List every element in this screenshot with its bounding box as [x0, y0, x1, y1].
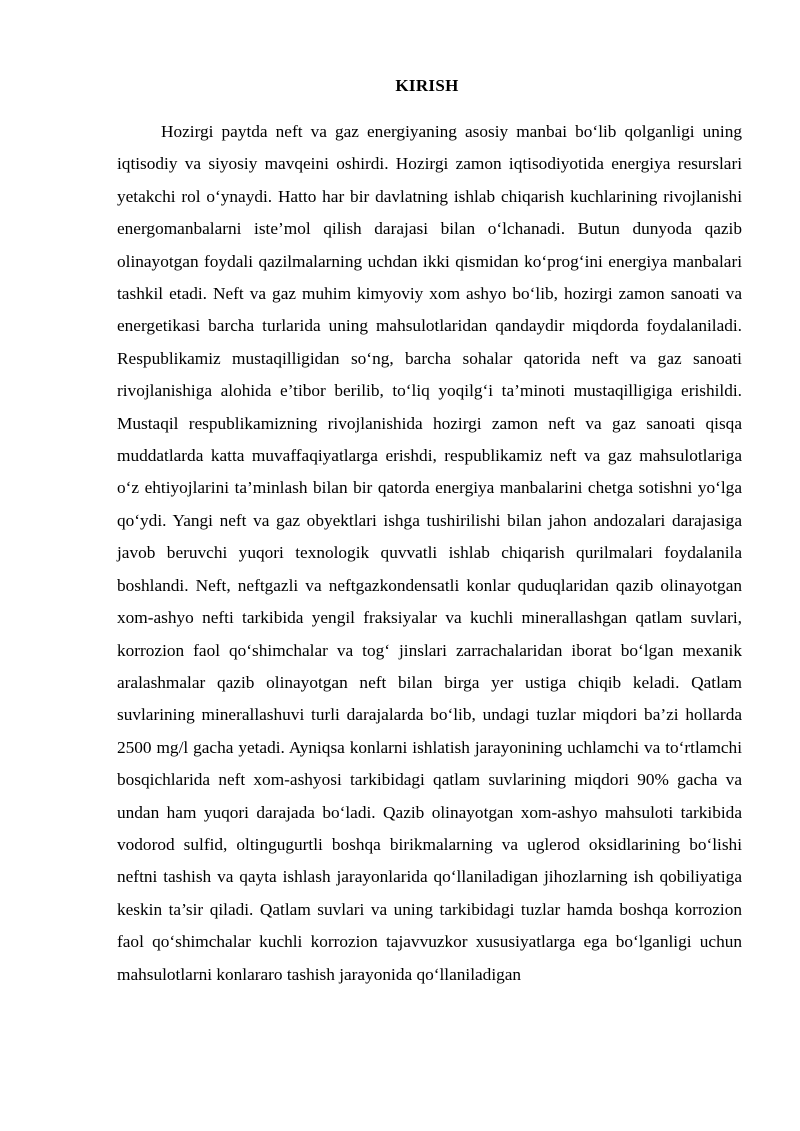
body-paragraph: Hozirgi paytda neft va gaz energiyaning asosiy manbai bo‘lib qolganligi uning iqtisodiy va siyosiy mavqeini oshirdi. Hozirgi zamon iqtisodiyotida energiya resurslari yetakchi rol o‘ynaydi. Hatto har bir davlatning ishlab chiqarish kuchlarining rivojlanishi energomanbalarni iste’mol qilish darajasi bilan o‘lchanadi. Butun dunyoda qazib olinayotgan foydali qazilmalarning uchdan ikki qismidan ko‘prog‘ini energiya manbalari tashkil etadi. Neft va gaz muhim kimyoviy xom ashyo bo‘lib, hozirgi zamon sanoati va energetikasi barcha turlarida uning mahsulotlaridan qandaydir miqdorda foydalaniladi. Respublikamiz mustaqilligidan so‘ng, barcha sohalar qatorida neft va gaz sanoati rivojlanishiga alohida e’tibor berilib, to‘liq yoqilg‘i ta’minoti mustaqilligiga erishildi. Mustaqil respublikamizning rivojlanishida hozirgi zamon neft va gaz sanoati qisqa muddatlarda katta muvaffaqiyatlarga erishdi, respublikamiz neft va gaz mahsulotlariga o‘z ehtiyojlarini ta’minlash bilan bir qatorda energiya manbalarini chetga sotishni yo‘lga qo‘ydi. Yangi neft va gaz obyektlari ishga tushirilishi bilan jahon andozalari darajasiga javob beruvchi yuqori texnologik quvvatli ishlab chiqarish qurilmalari foydalanila boshlandi. Neft, neftgazli va neftgazkondensatli konlar quduqlaridan qazib olinayotgan xom-ashyo nefti tarkibida yengil fraksiyalar va kuchli minerallashgan qatlam suvlari, korrozion faol qo‘shimchalar va tog‘ jinslari zarrachalaridan iborat bo‘lgan mexanik aralashmalar qazib olinayotgan neft bilan birga yer ustiga chiqib keladi. Qatlam suvlarining minerallashuvi turli darajalarda bo‘lib, undagi tuzlar miqdori ba’zi hollarda 2500 mg/l gacha yetadi. Ayniqsa konlarni ishlatish jarayonining uchlamchi va to‘rtlamchi bosqichlarida neft xom-ashyosi tarkibidagi qatlam suvlarining miqdori 90% gacha va undan ham yuqori darajada bo‘ladi. Qazib olinayotgan xom-ashyo mahsuloti tarkibida vodorod sulfid, oltingugurtli boshqa birikmalarning va uglerod oksidlarining bo‘lishi neftni tashish va qayta ishlash jarayonlarida qo‘llaniladigan jihozlarning ish qobiliyatiga keskin ta’sir qiladi. Qatlam suvlari va uning tarkibidagi tuzlar hamda boshqa korrozion faol qo‘shimchalar kuchli korrozion tajavvuzkor xususiyatlarga ega bo‘lganligi uchun mahsulotlarni konlararo tashish jarayonida qo‘llaniladigan	[117, 122, 742, 984]
page-title: KIRISH	[395, 76, 459, 95]
